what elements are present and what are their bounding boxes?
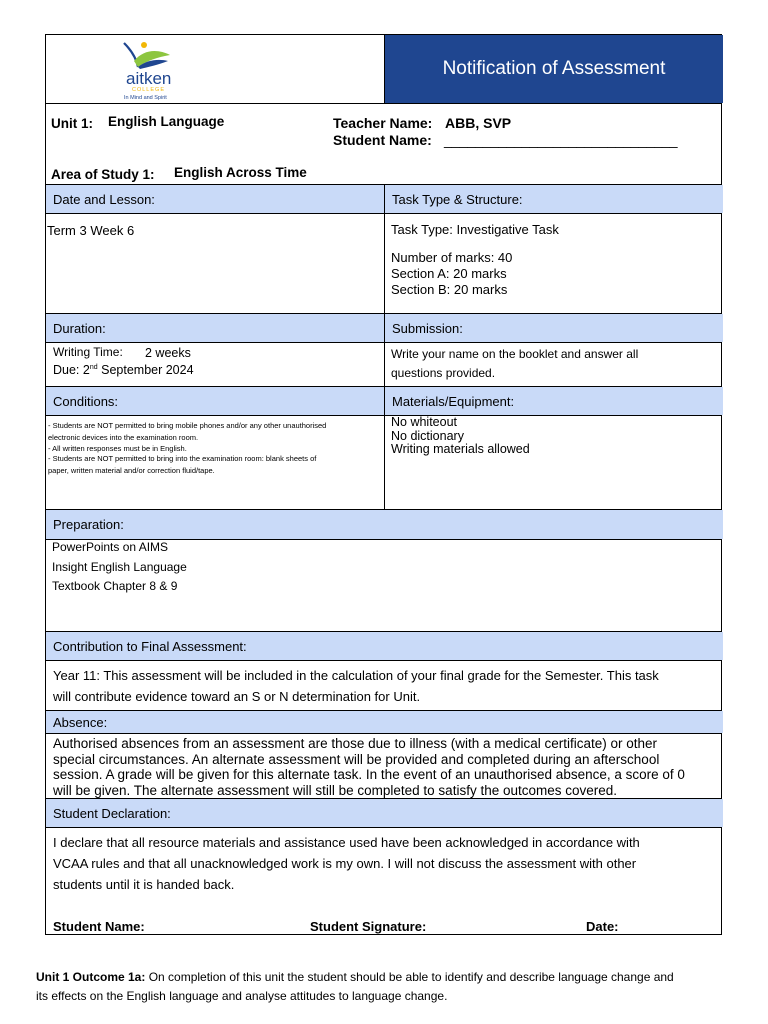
conditions-heading: Conditions: xyxy=(46,387,384,415)
unit-value: English Language xyxy=(108,114,225,129)
date-lesson-value: Term 3 Week 6 xyxy=(47,223,135,238)
submission-line-1: Write your name on the booklet and answer all xyxy=(391,347,639,361)
student-name-label: Student Name: xyxy=(333,132,432,148)
materials-heading: Materials/Equipment: xyxy=(385,387,723,415)
absence-heading: Absence: xyxy=(46,711,723,733)
outcome-line-2: its effects on the English language and analyse attitudes to language change. xyxy=(36,989,448,1003)
task-type-heading: Task Type & Structure: xyxy=(385,185,723,213)
contribution-text: Year 11: This assessment will be included in the calculation of your final grade for the Semester. This task will contribute evidence toward an S or N determination for Unit. xyxy=(53,668,659,704)
task-type-line: Task Type: Investigative Task xyxy=(391,222,559,237)
due-date: Due: 2nd September 2024 xyxy=(53,363,194,377)
student-signature-label: Student Signature: xyxy=(310,919,427,934)
section-a-marks: Section A: 20 marks xyxy=(391,266,507,281)
date-lesson-heading: Date and Lesson: xyxy=(46,185,384,213)
form-title-banner xyxy=(385,35,723,103)
teacher-value: ABB, SVP xyxy=(445,115,512,131)
school-logo xyxy=(46,35,384,103)
conditions-list: - Students are NOT permitted to bring mobile phones and/or any other unauthorised electronic devices into the examination room. - All written responses must be in English. - Students are NOT permitted to bring into the examination room: blank sheets of paper, written material and/or correction fluid/tape. xyxy=(48,421,327,475)
form-title: Notification of Assessment xyxy=(442,58,666,79)
preparation-list: PowerPoints on AIMS Insight English Language Textbook Chapter 8 & 9 xyxy=(52,540,187,593)
area-of-study-label: Area of Study 1: xyxy=(51,167,155,182)
duration-heading: Duration: xyxy=(46,314,384,342)
outcome-note xyxy=(36,968,674,1006)
writing-time-value: 2 weeks xyxy=(145,346,191,360)
absence-text: Authorised absences from an assessment are those due to illness (with a medical certificate) or other special circumstances. An alternate assessment will be provided and completed during an afterschool session. A grade will be given for this alternate task. In the event of an unauthorised absence, a score of 0 will be given. The alternate assessment will still be completed to satisfy the outcomes covered. xyxy=(53,736,685,798)
declaration-text: I declare that all resource materials and assistance used have been acknowledged in accordance with VCAA rules and that all unacknowledged work is my own. I will not discuss the assessment with other students until it is handed back. xyxy=(53,835,640,892)
student-name-line: ______________________________ xyxy=(444,132,678,148)
teacher-label: Teacher Name: xyxy=(333,115,433,131)
area-of-study-value: English Across Time xyxy=(174,165,307,180)
section-b-marks: Section B: 20 marks xyxy=(391,282,508,297)
assessment-form xyxy=(45,34,722,935)
writing-time-label: Writing Time: xyxy=(53,345,123,359)
preparation-heading: Preparation: xyxy=(46,510,723,539)
materials-list: No whiteout No dictionary Writing materials allowed xyxy=(391,415,530,456)
outcome-line-1: On completion of this unit the student should be able to identify and describe language change and xyxy=(145,970,674,984)
declaration-heading: Student Declaration: xyxy=(46,799,723,827)
submission-line-2: questions provided. xyxy=(391,366,496,380)
date-sign-label: Date: xyxy=(586,919,619,934)
contribution-heading: Contribution to Final Assessment: xyxy=(46,632,723,660)
school-name: aitken xyxy=(126,69,172,88)
student-name-sign-label: Student Name: xyxy=(53,919,145,934)
unit-label: Unit 1: xyxy=(51,116,93,131)
school-subtitle: COLLEGE xyxy=(132,87,165,93)
school-motto: In Mind and Spirit xyxy=(124,95,167,101)
submission-heading: Submission: xyxy=(385,314,723,342)
marks-total: Number of marks: 40 xyxy=(391,250,513,265)
outcome-label: Unit 1 Outcome 1a: xyxy=(36,970,146,984)
